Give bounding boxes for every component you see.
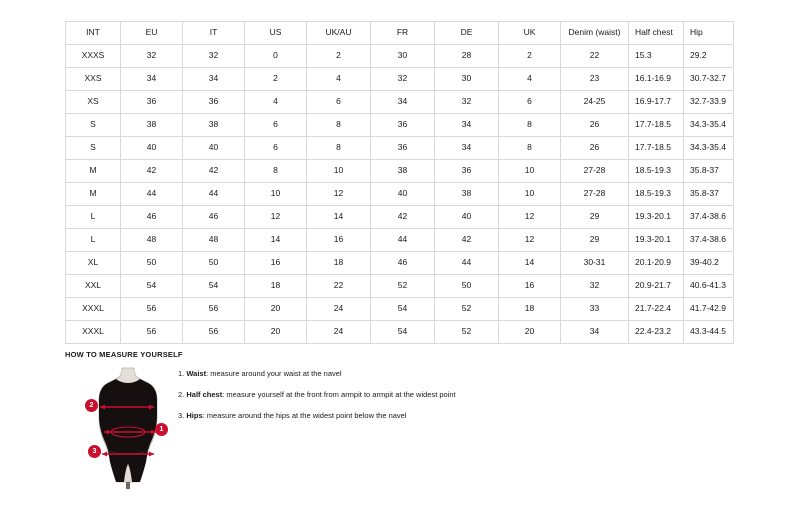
cell-int: XL bbox=[66, 252, 121, 275]
table-header-row bbox=[66, 22, 734, 45]
cell-uk-au: 12 bbox=[307, 183, 371, 206]
cell-de: 34 bbox=[435, 114, 499, 137]
cell-fr: 36 bbox=[371, 137, 435, 160]
cell-us: 14 bbox=[245, 229, 307, 252]
cell-it: 48 bbox=[183, 229, 245, 252]
cell-de: 38 bbox=[435, 183, 499, 206]
cell-fr: 46 bbox=[371, 252, 435, 275]
cell-half-chest: 18.5-19.3 bbox=[629, 183, 684, 206]
cell-eu: 38 bbox=[121, 114, 183, 137]
column-header-de: DE bbox=[435, 22, 499, 45]
cell-us: 10 bbox=[245, 183, 307, 206]
cell-denim-waist: 34 bbox=[561, 321, 629, 344]
cell-uk: 8 bbox=[499, 137, 561, 160]
cell-hip: 37.4-38.6 bbox=[684, 206, 734, 229]
instruction-number-3: 3. bbox=[178, 411, 185, 421]
cell-eu: 56 bbox=[121, 298, 183, 321]
cell-uk-au: 6 bbox=[307, 91, 371, 114]
cell-hip: 29.2 bbox=[684, 45, 734, 68]
cell-de: 34 bbox=[435, 137, 499, 160]
cell-de: 52 bbox=[435, 321, 499, 344]
cell-uk-au: 14 bbox=[307, 206, 371, 229]
cell-hip: 30.7-32.7 bbox=[684, 68, 734, 91]
cell-denim-waist: 23 bbox=[561, 68, 629, 91]
table-row bbox=[66, 45, 734, 68]
cell-it: 42 bbox=[183, 160, 245, 183]
instruction-term-waist: Waist bbox=[186, 369, 207, 378]
cell-uk-au: 22 bbox=[307, 275, 371, 298]
cell-int: XXXS bbox=[66, 45, 121, 68]
cell-eu: 32 bbox=[121, 45, 183, 68]
cell-eu: 36 bbox=[121, 91, 183, 114]
cell-denim-waist: 27-28 bbox=[561, 183, 629, 206]
instruction-text-waist: : measure around your waist at the navel bbox=[206, 369, 342, 378]
table-row bbox=[66, 91, 734, 114]
cell-int: M bbox=[66, 183, 121, 206]
cell-eu: 56 bbox=[121, 321, 183, 344]
cell-it: 56 bbox=[183, 321, 245, 344]
cell-it: 56 bbox=[183, 298, 245, 321]
cell-de: 44 bbox=[435, 252, 499, 275]
column-header-hip: Hip bbox=[684, 22, 734, 45]
instruction-number-2: 2. bbox=[178, 390, 185, 400]
cell-de: 30 bbox=[435, 68, 499, 91]
instruction-hips bbox=[178, 411, 598, 421]
cell-de: 50 bbox=[435, 275, 499, 298]
instruction-text-hips: : measure around the hips at the widest point below the navel bbox=[202, 411, 407, 421]
instruction-waist bbox=[178, 369, 598, 379]
cell-eu: 46 bbox=[121, 206, 183, 229]
cell-denim-waist: 22 bbox=[561, 45, 629, 68]
column-header-int: INT bbox=[66, 22, 121, 45]
measure-marker-3: 3 bbox=[88, 445, 101, 458]
table-row bbox=[66, 206, 734, 229]
body-measurement-figure bbox=[86, 366, 176, 491]
cell-fr: 30 bbox=[371, 45, 435, 68]
instruction-term-hips: Hips bbox=[186, 411, 203, 421]
cell-uk-au: 10 bbox=[307, 160, 371, 183]
cell-de: 36 bbox=[435, 160, 499, 183]
cell-eu: 48 bbox=[121, 229, 183, 252]
cell-hip: 41.7-42.9 bbox=[684, 298, 734, 321]
cell-denim-waist: 24-25 bbox=[561, 91, 629, 114]
cell-half-chest: 20.9-21.7 bbox=[629, 275, 684, 298]
cell-us: 6 bbox=[245, 137, 307, 160]
column-header-half-chest: Half chest bbox=[629, 22, 684, 45]
table-row bbox=[66, 137, 734, 160]
size-conversion-table bbox=[65, 21, 734, 344]
cell-half-chest: 18.5-19.3 bbox=[629, 160, 684, 183]
cell-int: S bbox=[66, 137, 121, 160]
cell-int: XXXL bbox=[66, 298, 121, 321]
cell-denim-waist: 32 bbox=[561, 275, 629, 298]
cell-eu: 54 bbox=[121, 275, 183, 298]
cell-denim-waist: 30-31 bbox=[561, 252, 629, 275]
cell-fr: 36 bbox=[371, 114, 435, 137]
cell-uk-au: 24 bbox=[307, 298, 371, 321]
cell-hip: 34.3-35.4 bbox=[684, 137, 734, 160]
table-row bbox=[66, 252, 734, 275]
cell-it: 36 bbox=[183, 91, 245, 114]
cell-half-chest: 21.7-22.4 bbox=[629, 298, 684, 321]
cell-eu: 50 bbox=[121, 252, 183, 275]
cell-de: 42 bbox=[435, 229, 499, 252]
cell-uk-au: 18 bbox=[307, 252, 371, 275]
size-chart-container bbox=[65, 21, 733, 344]
cell-half-chest: 15.3 bbox=[629, 45, 684, 68]
cell-int: XXS bbox=[66, 68, 121, 91]
cell-us: 20 bbox=[245, 298, 307, 321]
column-header-uk: UK bbox=[499, 22, 561, 45]
table-row bbox=[66, 68, 734, 91]
cell-half-chest: 20.1-20.9 bbox=[629, 252, 684, 275]
column-header-us: US bbox=[245, 22, 307, 45]
cell-int: XXXL bbox=[66, 321, 121, 344]
cell-fr: 34 bbox=[371, 91, 435, 114]
cell-eu: 42 bbox=[121, 160, 183, 183]
measurement-instructions bbox=[178, 369, 598, 432]
cell-us: 4 bbox=[245, 91, 307, 114]
cell-int: XXL bbox=[66, 275, 121, 298]
cell-it: 50 bbox=[183, 252, 245, 275]
cell-uk-au: 4 bbox=[307, 68, 371, 91]
instruction-number-1: 1. bbox=[178, 369, 185, 378]
cell-half-chest: 17.7-18.5 bbox=[629, 137, 684, 160]
measure-marker-1: 1 bbox=[155, 423, 168, 436]
cell-fr: 44 bbox=[371, 229, 435, 252]
column-header-fr: FR bbox=[371, 22, 435, 45]
table-row bbox=[66, 114, 734, 137]
measure-marker-2: 2 bbox=[85, 399, 98, 412]
cell-it: 44 bbox=[183, 183, 245, 206]
cell-uk: 10 bbox=[499, 160, 561, 183]
table-body bbox=[66, 45, 734, 344]
cell-denim-waist: 27-28 bbox=[561, 160, 629, 183]
column-header-it: IT bbox=[183, 22, 245, 45]
cell-fr: 54 bbox=[371, 321, 435, 344]
cell-us: 20 bbox=[245, 321, 307, 344]
instruction-half-chest bbox=[178, 390, 598, 400]
cell-uk: 12 bbox=[499, 206, 561, 229]
cell-eu: 34 bbox=[121, 68, 183, 91]
cell-half-chest: 17.7-18.5 bbox=[629, 114, 684, 137]
cell-denim-waist: 29 bbox=[561, 229, 629, 252]
cell-hip: 39-40.2 bbox=[684, 252, 734, 275]
cell-int: L bbox=[66, 206, 121, 229]
column-header-denim-waist: Denim (waist) bbox=[561, 22, 629, 45]
cell-de: 52 bbox=[435, 298, 499, 321]
cell-eu: 40 bbox=[121, 137, 183, 160]
table-header bbox=[66, 22, 734, 45]
cell-hip: 40.6-41.3 bbox=[684, 275, 734, 298]
cell-uk: 18 bbox=[499, 298, 561, 321]
cell-uk-au: 8 bbox=[307, 137, 371, 160]
cell-hip: 35.8-37 bbox=[684, 183, 734, 206]
cell-uk-au: 24 bbox=[307, 321, 371, 344]
cell-half-chest: 16.1-16.9 bbox=[629, 68, 684, 91]
column-header-eu: EU bbox=[121, 22, 183, 45]
cell-uk: 10 bbox=[499, 183, 561, 206]
cell-fr: 52 bbox=[371, 275, 435, 298]
cell-us: 0 bbox=[245, 45, 307, 68]
cell-us: 16 bbox=[245, 252, 307, 275]
cell-de: 32 bbox=[435, 91, 499, 114]
cell-fr: 42 bbox=[371, 206, 435, 229]
cell-us: 18 bbox=[245, 275, 307, 298]
cell-uk-au: 16 bbox=[307, 229, 371, 252]
cell-it: 40 bbox=[183, 137, 245, 160]
cell-int: S bbox=[66, 114, 121, 137]
table-row bbox=[66, 321, 734, 344]
cell-uk: 14 bbox=[499, 252, 561, 275]
cell-us: 8 bbox=[245, 160, 307, 183]
cell-it: 46 bbox=[183, 206, 245, 229]
cell-de: 28 bbox=[435, 45, 499, 68]
cell-uk: 8 bbox=[499, 114, 561, 137]
cell-half-chest: 19.3-20.1 bbox=[629, 229, 684, 252]
cell-uk: 20 bbox=[499, 321, 561, 344]
cell-uk: 12 bbox=[499, 229, 561, 252]
table-row bbox=[66, 160, 734, 183]
cell-int: L bbox=[66, 229, 121, 252]
cell-half-chest: 16.9-17.7 bbox=[629, 91, 684, 114]
cell-denim-waist: 26 bbox=[561, 137, 629, 160]
cell-uk: 16 bbox=[499, 275, 561, 298]
cell-uk: 6 bbox=[499, 91, 561, 114]
table-row bbox=[66, 298, 734, 321]
cell-hip: 35.8-37 bbox=[684, 160, 734, 183]
column-header-uk-au: UK/AU bbox=[307, 22, 371, 45]
cell-it: 34 bbox=[183, 68, 245, 91]
cell-int: M bbox=[66, 160, 121, 183]
cell-eu: 44 bbox=[121, 183, 183, 206]
cell-hip: 32.7-33.9 bbox=[684, 91, 734, 114]
cell-us: 12 bbox=[245, 206, 307, 229]
table-row bbox=[66, 275, 734, 298]
cell-fr: 40 bbox=[371, 183, 435, 206]
cell-hip: 43.3-44.5 bbox=[684, 321, 734, 344]
cell-hip: 37.4-38.6 bbox=[684, 229, 734, 252]
cell-uk: 4 bbox=[499, 68, 561, 91]
cell-hip: 34.3-35.4 bbox=[684, 114, 734, 137]
cell-us: 6 bbox=[245, 114, 307, 137]
cell-uk: 2 bbox=[499, 45, 561, 68]
cell-it: 38 bbox=[183, 114, 245, 137]
cell-us: 2 bbox=[245, 68, 307, 91]
cell-de: 40 bbox=[435, 206, 499, 229]
cell-it: 32 bbox=[183, 45, 245, 68]
table-row bbox=[66, 229, 734, 252]
cell-int: XS bbox=[66, 91, 121, 114]
cell-denim-waist: 29 bbox=[561, 206, 629, 229]
cell-uk-au: 2 bbox=[307, 45, 371, 68]
cell-denim-waist: 33 bbox=[561, 298, 629, 321]
how-to-measure-title: HOW TO MEASURE YOURSELF bbox=[65, 350, 183, 359]
cell-uk-au: 8 bbox=[307, 114, 371, 137]
cell-fr: 32 bbox=[371, 68, 435, 91]
cell-half-chest: 22.4-23.2 bbox=[629, 321, 684, 344]
instruction-term-half-chest: Half chest bbox=[186, 390, 223, 400]
cell-it: 54 bbox=[183, 275, 245, 298]
cell-half-chest: 19.3-20.1 bbox=[629, 206, 684, 229]
cell-fr: 38 bbox=[371, 160, 435, 183]
cell-denim-waist: 26 bbox=[561, 114, 629, 137]
instruction-text-half-chest: : measure yourself at the front from armpit to armpit at the widest point bbox=[222, 390, 456, 400]
table-row bbox=[66, 183, 734, 206]
cell-fr: 54 bbox=[371, 298, 435, 321]
